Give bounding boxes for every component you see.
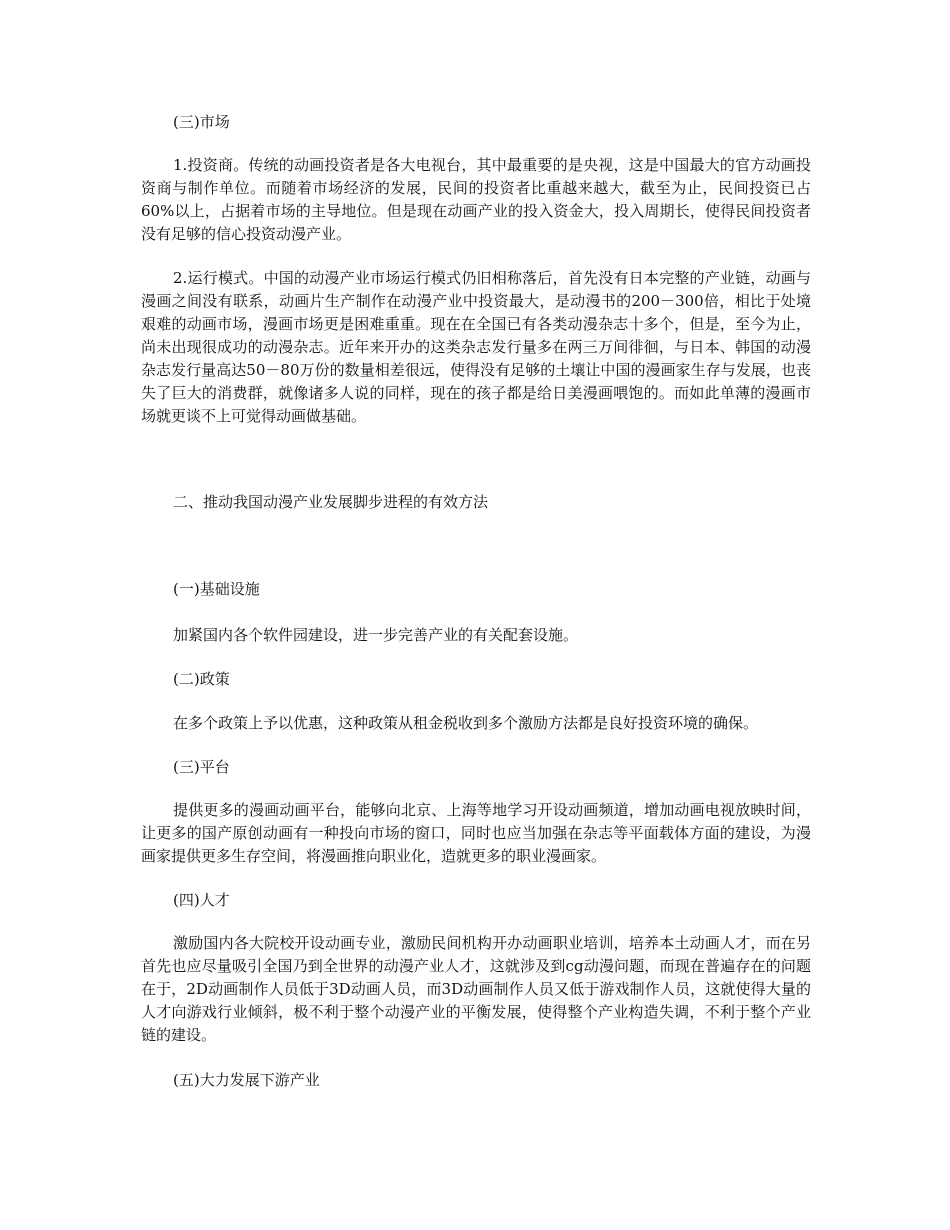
section-two-title: 二、推动我国动漫产业发展脚步进程的有效方法 <box>173 493 489 511</box>
paragraph-investors: 1.投资商。传统的动画投资者是各大电视台，其中最重要的是央视，这是中国最大的官方动画投资商与制作单位。而随着市场经济的发展，民间的投资者比重越来越大，截至为止，民间投资已占60%以上，占据着市场的主导地位。但是现在动画产业的投入资金大，投入周期长，使得民间投资者没有足够的信心投资动漫产业。 <box>141 156 811 243</box>
heading-talent: (四)人才 <box>173 891 230 909</box>
paragraph-operation-mode: 2.运行模式。中国的动漫产业市场运行模式仍旧相称落后，首先没有日本完整的产业链，动画与漫画之间没有联系，动画片生产制作在动漫产业中投资最大，是动漫书的200－300倍，相比于处境艰难的动画市场，漫画市场更是困难重重。现在在全国已有各类动漫杂志十多个，但是，至今为止，尚未出现很成功的动漫杂志。近年来开办的这类杂志发行量多在两三万间徘徊，与日本、韩国的动漫杂志发行量高达50－80万份的数量相差很远，使得没有足够的土壤让中国的漫画家生存与发展，也丧失了巨大的消费群，就像诸多人说的同样，现在的孩子都是给日美漫画喂饱的。而如此单薄的漫画市场就更谈不上可觉得动画做基础。 <box>141 269 811 425</box>
heading-downstream: (五)大力发展下游产业 <box>173 1071 320 1089</box>
heading-infrastructure: (一)基础设施 <box>173 580 260 598</box>
heading-market: (三)市场 <box>173 113 230 131</box>
paragraph-talent: 激励国内各大院校开设动画专业，激励民间机构开办动画职业培训，培养本土动画人才，而在另首先也应尽量吸引全国乃到全世界的动漫产业人才，这就涉及到cg动漫问题，而现在普遍存在的问题在于，2D动画制作人员低于3D动画人员，而3D动画制作人员又低于游戏制作人员，这就使得大量的人才向游戏行业倾斜，极不利于整个动漫产业的平衡发展，使得整个产业构造失调，不利于整个产业链的建设。 <box>141 934 811 1044</box>
heading-platform: (三)平台 <box>173 758 230 776</box>
paragraph-infrastructure: 加紧国内各个软件园建设，进一步完善产业的有关配套设施。 <box>173 626 579 644</box>
paragraph-policy: 在多个政策上予以优惠，这种政策从租金税收到多个激励方法都是良好投资环境的确保。 <box>173 714 759 732</box>
heading-policy: (二)政策 <box>173 670 230 688</box>
paragraph-platform: 提供更多的漫画动画平台，能够向北京、上海等地学习开设动画频道，增加动画电视放映时间，让更多的国产原创动画有一种投向市场的窗口，同时也应当加强在杂志等平面载体方面的建设，为漫画家提供更多生存空间，将漫画推向职业化，造就更多的职业漫画家。 <box>141 801 811 865</box>
